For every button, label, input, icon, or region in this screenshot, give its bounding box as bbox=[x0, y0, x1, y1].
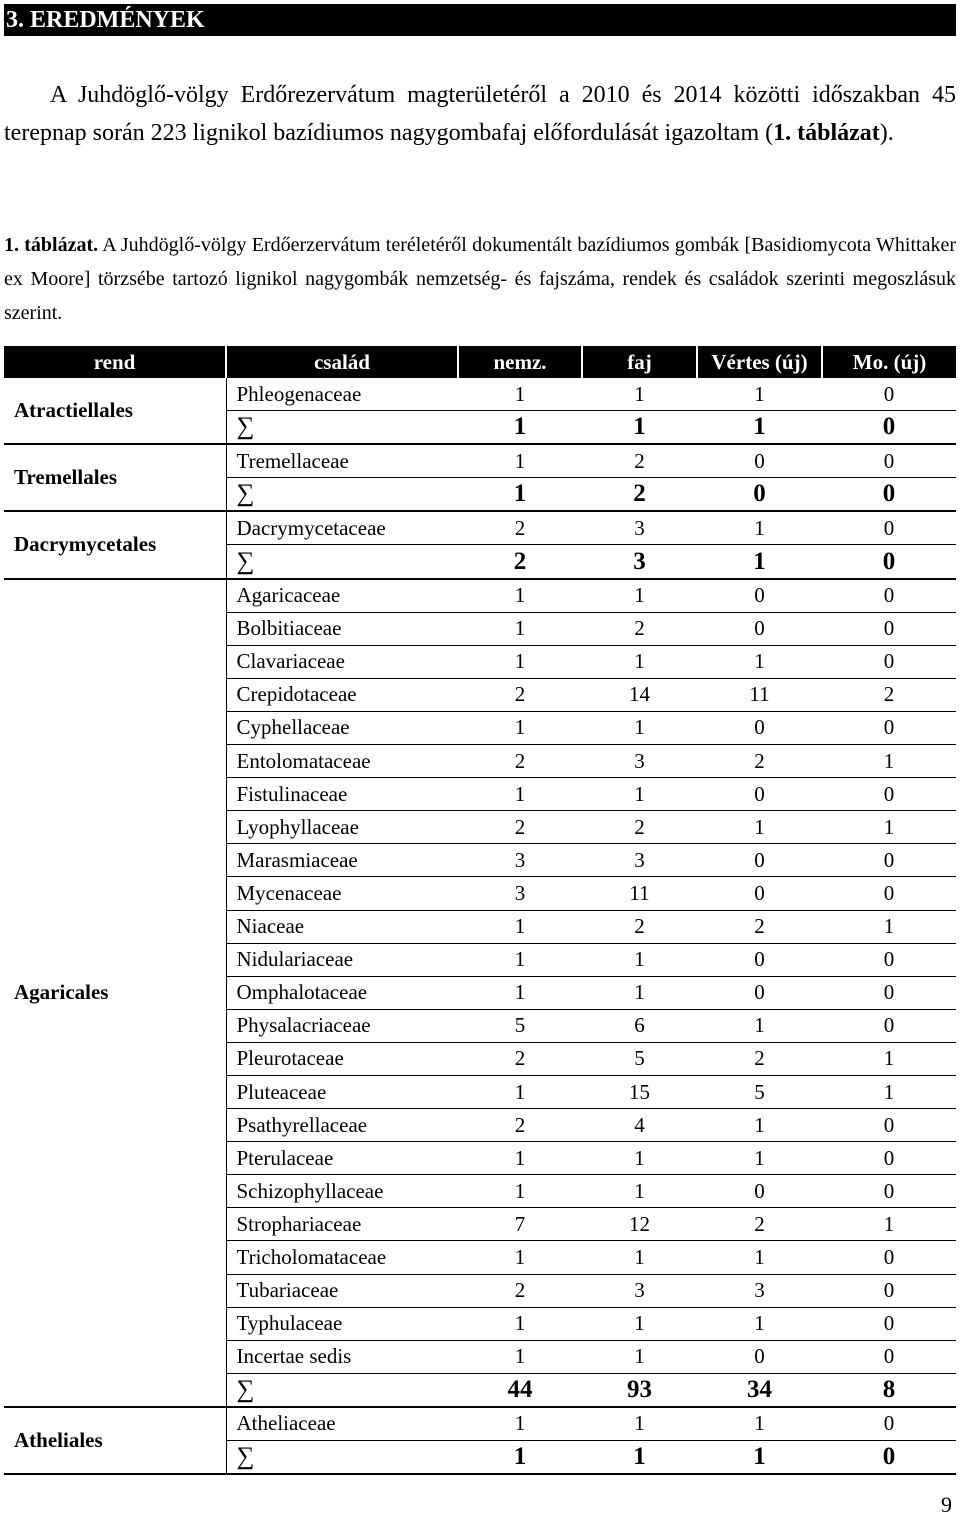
value-cell: 0 bbox=[697, 976, 822, 1009]
caption-text: A Juhdöglő-völgy Erdőerzervátum teréletéről dokumentált bazídiumos gombák [Basidiomycota Whittaker ex Moore] törzsébe tartozó lignikol nagygombák nemzetség- és fajszáma, rendek és családok szerinti megoszlásuk szerint. bbox=[4, 234, 956, 324]
sum-symbol: ∑ bbox=[226, 478, 458, 512]
value-cell: 0 bbox=[697, 844, 822, 877]
value-cell: 0 bbox=[822, 778, 956, 811]
value-cell: 7 bbox=[458, 1208, 582, 1241]
value-cell: 3 bbox=[582, 1274, 697, 1307]
value-cell: 1 bbox=[697, 1009, 822, 1042]
value-cell: 1 bbox=[822, 1075, 956, 1108]
value-cell: 1 bbox=[822, 1042, 956, 1075]
value-cell: 5 bbox=[582, 1042, 697, 1075]
table-row bbox=[4, 444, 956, 478]
value-cell: 1 bbox=[582, 1407, 697, 1441]
value-cell: 2 bbox=[458, 545, 582, 579]
value-cell: 2 bbox=[458, 1109, 582, 1142]
family-cell: Marasmiaceae bbox=[226, 844, 458, 877]
value-cell: 1 bbox=[697, 1109, 822, 1142]
family-cell: Clavariaceae bbox=[226, 645, 458, 678]
family-cell: Lyophyllaceae bbox=[226, 811, 458, 844]
family-cell: Strophariaceae bbox=[226, 1208, 458, 1241]
value-cell: 44 bbox=[458, 1373, 582, 1407]
sum-symbol: ∑ bbox=[226, 1441, 458, 1475]
value-cell: 0 bbox=[822, 976, 956, 1009]
value-cell: 2 bbox=[458, 811, 582, 844]
family-cell: Crepidotaceae bbox=[226, 678, 458, 711]
value-cell: 11 bbox=[582, 877, 697, 910]
caption-label: 1. táblázat. bbox=[4, 234, 99, 256]
header-rend: rend bbox=[4, 346, 226, 378]
value-cell: 1 bbox=[458, 1307, 582, 1340]
family-cell: Niaceae bbox=[226, 910, 458, 943]
value-cell: 1 bbox=[458, 579, 582, 613]
value-cell: 6 bbox=[582, 1009, 697, 1042]
value-cell: 34 bbox=[697, 1373, 822, 1407]
rend-cell: Dacrymycetales bbox=[4, 511, 226, 578]
value-cell: 3 bbox=[582, 745, 697, 778]
rend-cell: Tremellales bbox=[4, 444, 226, 511]
value-cell: 2 bbox=[458, 1042, 582, 1075]
family-cell: Omphalotaceae bbox=[226, 976, 458, 1009]
value-cell: 1 bbox=[582, 943, 697, 976]
value-cell: 0 bbox=[822, 877, 956, 910]
value-cell: 1 bbox=[582, 378, 697, 411]
value-cell: 0 bbox=[697, 612, 822, 645]
header-mo: Mo. (új) bbox=[822, 346, 956, 378]
value-cell: 1 bbox=[697, 1441, 822, 1475]
value-cell: 1 bbox=[458, 378, 582, 411]
family-cell: Pterulaceae bbox=[226, 1142, 458, 1175]
value-cell: 0 bbox=[822, 1009, 956, 1042]
value-cell: 1 bbox=[697, 1307, 822, 1340]
data-table bbox=[4, 346, 956, 1475]
value-cell: 1 bbox=[822, 811, 956, 844]
value-cell: 0 bbox=[697, 478, 822, 512]
value-cell: 1 bbox=[458, 612, 582, 645]
table-row bbox=[4, 511, 956, 545]
value-cell: 0 bbox=[822, 411, 956, 445]
value-cell: 0 bbox=[822, 1307, 956, 1340]
value-cell: 1 bbox=[582, 1142, 697, 1175]
value-cell: 1 bbox=[582, 1441, 697, 1475]
family-cell: Pluteaceae bbox=[226, 1075, 458, 1108]
table-row bbox=[4, 579, 956, 613]
family-cell: Dacrymycetaceae bbox=[226, 511, 458, 545]
value-cell: 8 bbox=[822, 1373, 956, 1407]
value-cell: 1 bbox=[458, 1340, 582, 1373]
value-cell: 0 bbox=[822, 545, 956, 579]
family-cell: Entolomataceae bbox=[226, 745, 458, 778]
value-cell: 0 bbox=[697, 711, 822, 744]
value-cell: 0 bbox=[822, 1175, 956, 1208]
value-cell: 1 bbox=[458, 943, 582, 976]
value-cell: 0 bbox=[697, 877, 822, 910]
value-cell: 1 bbox=[458, 1142, 582, 1175]
value-cell: 0 bbox=[822, 943, 956, 976]
value-cell: 3 bbox=[458, 844, 582, 877]
section-heading: 3. EREDMÉNYEK bbox=[4, 4, 956, 36]
value-cell: 1 bbox=[458, 910, 582, 943]
intro-end: ). bbox=[879, 120, 894, 146]
family-cell: Psathyrellaceae bbox=[226, 1109, 458, 1142]
value-cell: 1 bbox=[697, 378, 822, 411]
value-cell: 3 bbox=[582, 844, 697, 877]
value-cell: 0 bbox=[697, 444, 822, 478]
value-cell: 2 bbox=[582, 910, 697, 943]
value-cell: 11 bbox=[697, 678, 822, 711]
family-cell: Typhulaceae bbox=[226, 1307, 458, 1340]
family-cell: Mycenaceae bbox=[226, 877, 458, 910]
value-cell: 2 bbox=[458, 745, 582, 778]
value-cell: 5 bbox=[458, 1009, 582, 1042]
family-cell: Bolbitiaceae bbox=[226, 612, 458, 645]
value-cell: 1 bbox=[458, 478, 582, 512]
page-number: 9 bbox=[941, 1492, 952, 1517]
value-cell: 1 bbox=[822, 745, 956, 778]
value-cell: 0 bbox=[822, 1274, 956, 1307]
value-cell: 2 bbox=[697, 910, 822, 943]
value-cell: 1 bbox=[582, 579, 697, 613]
value-cell: 1 bbox=[697, 1142, 822, 1175]
sum-symbol: ∑ bbox=[226, 1373, 458, 1407]
table-row bbox=[4, 378, 956, 411]
family-cell: Cyphellaceae bbox=[226, 711, 458, 744]
value-cell: 3 bbox=[582, 511, 697, 545]
value-cell: 1 bbox=[458, 645, 582, 678]
value-cell: 2 bbox=[697, 1042, 822, 1075]
value-cell: 2 bbox=[458, 511, 582, 545]
family-cell: Physalacriaceae bbox=[226, 1009, 458, 1042]
value-cell: 1 bbox=[582, 711, 697, 744]
value-cell: 1 bbox=[458, 1175, 582, 1208]
family-cell: Fistulinaceae bbox=[226, 778, 458, 811]
header-csalad: család bbox=[226, 346, 458, 378]
value-cell: 1 bbox=[458, 976, 582, 1009]
value-cell: 1 bbox=[458, 444, 582, 478]
intro-table-ref: 1. táblázat bbox=[773, 120, 880, 146]
table-body bbox=[4, 378, 956, 1474]
table-row bbox=[4, 1407, 956, 1441]
value-cell: 5 bbox=[697, 1075, 822, 1108]
value-cell: 1 bbox=[582, 1307, 697, 1340]
rend-cell: Atheliales bbox=[4, 1407, 226, 1474]
family-cell: Atheliaceae bbox=[226, 1407, 458, 1441]
family-cell: Schizophyllaceae bbox=[226, 1175, 458, 1208]
intro-paragraph bbox=[4, 76, 956, 152]
value-cell: 2 bbox=[822, 678, 956, 711]
value-cell: 1 bbox=[582, 778, 697, 811]
header-nemz: nemz. bbox=[458, 346, 582, 378]
value-cell: 1 bbox=[582, 645, 697, 678]
value-cell: 0 bbox=[822, 711, 956, 744]
value-cell: 1 bbox=[458, 1075, 582, 1108]
intro-text: A Juhdöglő-völgy Erdőrezervátum magterületéről a 2010 és 2014 közötti időszakban 45 terepnap során 223 lignikol bazídiumos nagygombafaj előfordulását igazoltam ( bbox=[4, 82, 956, 146]
value-cell: 93 bbox=[582, 1373, 697, 1407]
family-cell: Nidulariaceae bbox=[226, 943, 458, 976]
value-cell: 0 bbox=[697, 778, 822, 811]
value-cell: 4 bbox=[582, 1109, 697, 1142]
value-cell: 2 bbox=[582, 811, 697, 844]
value-cell: 1 bbox=[582, 1175, 697, 1208]
value-cell: 0 bbox=[697, 579, 822, 613]
value-cell: 12 bbox=[582, 1208, 697, 1241]
value-cell: 0 bbox=[822, 645, 956, 678]
value-cell: 0 bbox=[822, 579, 956, 613]
value-cell: 3 bbox=[697, 1274, 822, 1307]
value-cell: 2 bbox=[697, 1208, 822, 1241]
value-cell: 0 bbox=[822, 511, 956, 545]
value-cell: 1 bbox=[458, 1407, 582, 1441]
value-cell: 0 bbox=[822, 444, 956, 478]
family-cell: Incertae sedis bbox=[226, 1340, 458, 1373]
value-cell: 1 bbox=[582, 1340, 697, 1373]
family-cell: Tricholomataceae bbox=[226, 1241, 458, 1274]
family-cell: Tubariaceae bbox=[226, 1274, 458, 1307]
value-cell: 0 bbox=[822, 612, 956, 645]
value-cell: 1 bbox=[822, 1208, 956, 1241]
value-cell: 2 bbox=[458, 678, 582, 711]
value-cell: 0 bbox=[822, 844, 956, 877]
family-cell: Phleogenaceae bbox=[226, 378, 458, 411]
value-cell: 0 bbox=[822, 1441, 956, 1475]
value-cell: 1 bbox=[458, 1441, 582, 1475]
value-cell: 1 bbox=[697, 811, 822, 844]
family-cell: Pleurotaceae bbox=[226, 1042, 458, 1075]
value-cell: 1 bbox=[697, 545, 822, 579]
value-cell: 0 bbox=[822, 378, 956, 411]
sum-symbol: ∑ bbox=[226, 411, 458, 445]
value-cell: 1 bbox=[697, 1407, 822, 1441]
value-cell: 2 bbox=[458, 1274, 582, 1307]
value-cell: 0 bbox=[822, 478, 956, 512]
value-cell: 1 bbox=[697, 511, 822, 545]
value-cell: 2 bbox=[697, 745, 822, 778]
value-cell: 15 bbox=[582, 1075, 697, 1108]
table-header-row bbox=[4, 346, 956, 378]
value-cell: 1 bbox=[822, 910, 956, 943]
value-cell: 0 bbox=[697, 943, 822, 976]
value-cell: 1 bbox=[458, 711, 582, 744]
header-faj: faj bbox=[582, 346, 697, 378]
value-cell: 1 bbox=[697, 645, 822, 678]
value-cell: 3 bbox=[582, 545, 697, 579]
header-vertes: Vértes (új) bbox=[697, 346, 822, 378]
value-cell: 0 bbox=[822, 1142, 956, 1175]
value-cell: 0 bbox=[822, 1109, 956, 1142]
value-cell: 3 bbox=[458, 877, 582, 910]
table-caption bbox=[4, 228, 956, 330]
family-cell: Agaricaceae bbox=[226, 579, 458, 613]
rend-cell: Atractiellales bbox=[4, 378, 226, 444]
value-cell: 2 bbox=[582, 612, 697, 645]
family-cell: Tremellaceae bbox=[226, 444, 458, 478]
sum-symbol: ∑ bbox=[226, 545, 458, 579]
value-cell: 0 bbox=[697, 1340, 822, 1373]
value-cell: 0 bbox=[822, 1241, 956, 1274]
value-cell: 0 bbox=[822, 1407, 956, 1441]
value-cell: 1 bbox=[582, 1241, 697, 1274]
value-cell: 1 bbox=[458, 1241, 582, 1274]
value-cell: 1 bbox=[582, 411, 697, 445]
value-cell: 1 bbox=[582, 976, 697, 1009]
value-cell: 1 bbox=[458, 411, 582, 445]
value-cell: 2 bbox=[582, 444, 697, 478]
value-cell: 14 bbox=[582, 678, 697, 711]
value-cell: 1 bbox=[697, 1241, 822, 1274]
value-cell: 1 bbox=[458, 778, 582, 811]
value-cell: 1 bbox=[697, 411, 822, 445]
rend-cell: Agaricales bbox=[4, 579, 226, 1407]
value-cell: 2 bbox=[582, 478, 697, 512]
value-cell: 0 bbox=[697, 1175, 822, 1208]
value-cell: 0 bbox=[822, 1340, 956, 1373]
